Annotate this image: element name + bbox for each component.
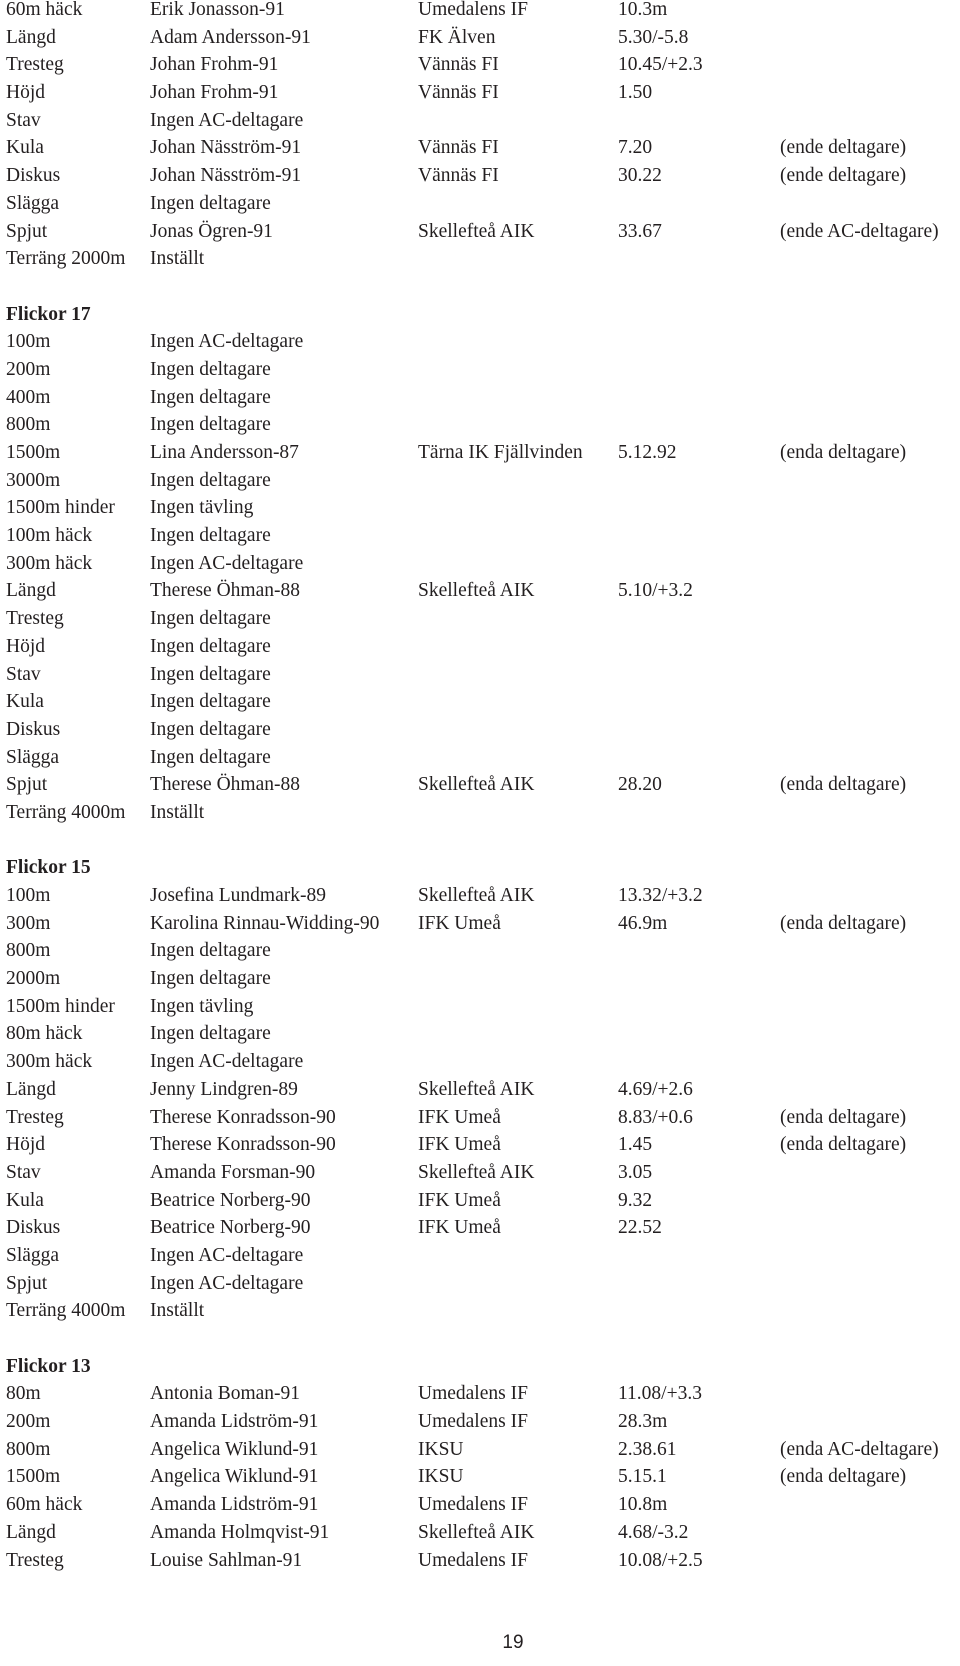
club-cell: IFK Umeå bbox=[418, 1106, 501, 1128]
result-row bbox=[6, 249, 956, 277]
result-row bbox=[6, 1384, 956, 1412]
result-row bbox=[6, 1440, 956, 1468]
event-cell: Terräng 4000m bbox=[6, 801, 126, 823]
club-cell: Umedalens IF bbox=[418, 1494, 528, 1516]
athlete-cell: Ingen tävling bbox=[150, 497, 254, 519]
result-cell: 4.69/+2.6 bbox=[618, 1078, 693, 1100]
club-cell: Skellefteå AIK bbox=[418, 885, 535, 906]
athlete-cell: Therese Konradsson-90 bbox=[150, 1106, 336, 1128]
event-cell: Slägga bbox=[6, 1244, 60, 1266]
athlete-cell: Ingen deltagare bbox=[150, 691, 271, 713]
result-row bbox=[6, 443, 956, 471]
athlete-cell: Ingen deltagare bbox=[150, 968, 271, 990]
event-cell: Terräng 4000m bbox=[6, 1300, 126, 1322]
result-cell: 10.45/+2.3 bbox=[618, 54, 703, 76]
section-gap bbox=[6, 277, 956, 305]
athlete-cell: Ingen AC-deltagare bbox=[150, 1272, 304, 1294]
result-row bbox=[6, 526, 956, 554]
athlete-cell: Adam Andersson-91 bbox=[150, 26, 311, 48]
result-row bbox=[6, 471, 956, 499]
event-cell: 800m bbox=[6, 940, 51, 962]
result-row bbox=[6, 55, 956, 83]
result-cell: 1.45 bbox=[618, 1134, 653, 1156]
event-cell: Slägga bbox=[6, 746, 60, 768]
event-cell: Höjd bbox=[6, 635, 45, 657]
event-cell: Höjd bbox=[6, 1134, 45, 1156]
club-cell: IFK Umeå bbox=[418, 912, 501, 934]
result-row bbox=[6, 1024, 956, 1052]
result-row bbox=[6, 498, 956, 526]
athlete-cell: Ingen deltagare bbox=[150, 635, 271, 657]
event-cell: Längd bbox=[6, 26, 56, 48]
event-cell: Tresteg bbox=[6, 54, 64, 76]
athlete-cell: Amanda Lidström-91 bbox=[150, 1411, 319, 1433]
athlete-cell: Therese Konradsson-90 bbox=[150, 1134, 336, 1156]
note-cell: (enda AC-deltagare) bbox=[780, 1438, 939, 1460]
athlete-cell: Ingen deltagare bbox=[150, 608, 271, 630]
event-cell: Diskus bbox=[6, 718, 61, 740]
result-row bbox=[6, 388, 956, 416]
club-cell: Skellefteå AIK bbox=[418, 220, 535, 242]
result-row bbox=[6, 1495, 956, 1523]
result-row bbox=[6, 1551, 956, 1579]
event-cell: Spjut bbox=[6, 220, 48, 242]
club-cell: FK Älven bbox=[418, 26, 496, 48]
result-row bbox=[6, 1246, 956, 1274]
event-cell: Tresteg bbox=[6, 1106, 64, 1128]
result-row bbox=[6, 1301, 956, 1329]
result-row bbox=[6, 222, 956, 250]
event-cell: 1500m bbox=[6, 442, 61, 463]
section-heading: Flickor 17 bbox=[6, 303, 91, 325]
club-cell: Tärna IK Fjällvinden bbox=[418, 442, 583, 463]
event-cell: Längd bbox=[6, 1078, 56, 1100]
athlete-cell: Ingen AC-deltagare bbox=[150, 331, 304, 353]
event-cell: Stav bbox=[6, 109, 41, 131]
athlete-cell: Beatrice Norberg-90 bbox=[150, 1189, 311, 1211]
athlete-cell: Ingen AC-deltagare bbox=[150, 552, 304, 574]
result-row bbox=[6, 194, 956, 222]
event-cell: 1500m bbox=[6, 1466, 61, 1488]
result-cell: 10.08/+2.5 bbox=[618, 1549, 703, 1571]
event-cell: 800m bbox=[6, 414, 51, 436]
result-cell: 5.15.1 bbox=[618, 1466, 667, 1488]
club-cell: Skellefteå AIK bbox=[418, 580, 535, 602]
result-cell: 13.32/+3.2 bbox=[618, 885, 703, 906]
event-cell: 80m bbox=[6, 1383, 41, 1405]
club-cell: Umedalens IF bbox=[418, 1549, 528, 1571]
club-cell: Vännäs FI bbox=[418, 82, 499, 104]
athlete-cell: Lina Andersson-87 bbox=[150, 442, 299, 463]
event-cell: 1500m hinder bbox=[6, 995, 115, 1017]
club-cell: Vännäs FI bbox=[418, 165, 499, 187]
result-row bbox=[6, 1135, 956, 1163]
athlete-cell: Ingen deltagare bbox=[150, 718, 271, 740]
athlete-cell: Ingen AC-deltagare bbox=[150, 1051, 304, 1073]
result-row bbox=[6, 332, 956, 360]
athlete-cell: Ingen deltagare bbox=[150, 386, 271, 408]
event-cell: 100m häck bbox=[6, 525, 93, 547]
event-cell: 200m bbox=[6, 1411, 51, 1433]
event-cell: Längd bbox=[6, 580, 56, 602]
event-cell: Spjut bbox=[6, 774, 48, 796]
note-cell: (ende deltagare) bbox=[780, 137, 907, 159]
result-row bbox=[6, 415, 956, 443]
club-cell: Skellefteå AIK bbox=[418, 1521, 535, 1543]
athlete-cell: Johan Frohm-91 bbox=[150, 54, 279, 76]
club-cell: IFK Umeå bbox=[418, 1189, 501, 1211]
result-cell: 2.38.61 bbox=[618, 1438, 677, 1460]
page-number: 19 bbox=[502, 1632, 524, 1653]
result-row bbox=[6, 997, 956, 1025]
result-row bbox=[6, 1467, 956, 1495]
note-cell: (enda deltagare) bbox=[780, 774, 907, 796]
club-cell: Umedalens IF bbox=[418, 1383, 528, 1405]
result-row bbox=[6, 803, 956, 831]
event-cell: 200m bbox=[6, 358, 51, 380]
event-cell: 80m häck bbox=[6, 1023, 83, 1045]
event-cell: Kula bbox=[6, 691, 44, 713]
event-cell: 2000m bbox=[6, 968, 61, 990]
note-cell: (ende AC-deltagare) bbox=[780, 220, 939, 242]
event-cell: 300m häck bbox=[6, 552, 93, 574]
result-cell: 7.20 bbox=[618, 137, 653, 159]
result-row bbox=[6, 1191, 956, 1219]
result-row bbox=[6, 720, 956, 748]
club-cell: Vännäs FI bbox=[418, 137, 499, 159]
athlete-cell: Karolina Rinnau-Widding-90 bbox=[150, 912, 380, 934]
section-heading: Flickor 13 bbox=[6, 1355, 91, 1377]
result-cell: 10.8m bbox=[618, 1494, 668, 1516]
result-cell: 33.67 bbox=[618, 220, 662, 242]
result-row bbox=[6, 1052, 956, 1080]
event-cell: Diskus bbox=[6, 1217, 61, 1239]
event-cell: 1500m hinder bbox=[6, 497, 115, 519]
club-cell: Vännäs FI bbox=[418, 54, 499, 76]
result-cell: 22.52 bbox=[618, 1217, 662, 1239]
result-cell: 5.10/+3.2 bbox=[618, 580, 693, 602]
result-cell: 1.50 bbox=[618, 82, 653, 104]
result-row bbox=[6, 1523, 956, 1551]
event-cell: Längd bbox=[6, 1521, 56, 1543]
athlete-cell: Josefina Lundmark-89 bbox=[150, 885, 326, 906]
result-row bbox=[6, 665, 956, 693]
event-cell: 60m häck bbox=[6, 0, 83, 20]
result-row bbox=[6, 1080, 956, 1108]
event-cell: 300m bbox=[6, 912, 51, 934]
result-row bbox=[6, 969, 956, 997]
result-row bbox=[6, 166, 956, 194]
result-cell: 10.3m bbox=[618, 0, 668, 20]
note-cell: (ende deltagare) bbox=[780, 165, 907, 187]
athlete-cell: Ingen deltagare bbox=[150, 358, 271, 380]
event-cell: Slägga bbox=[6, 192, 60, 214]
event-cell: Stav bbox=[6, 663, 41, 685]
result-cell: 28.20 bbox=[618, 774, 662, 796]
section-gap bbox=[6, 831, 956, 859]
athlete-cell: Louise Sahlman-91 bbox=[150, 1549, 303, 1571]
result-cell: 9.32 bbox=[618, 1189, 653, 1211]
result-row bbox=[6, 83, 956, 111]
result-row bbox=[6, 1412, 956, 1440]
event-cell: Kula bbox=[6, 1189, 44, 1211]
athlete-cell: Antonia Boman-91 bbox=[150, 1383, 301, 1405]
result-row bbox=[6, 914, 956, 942]
club-cell: IKSU bbox=[418, 1466, 464, 1488]
event-cell: Kula bbox=[6, 137, 44, 159]
club-cell: IFK Umeå bbox=[418, 1134, 501, 1156]
athlete-cell: Johan Näsström-91 bbox=[150, 165, 302, 187]
athlete-cell: Ingen tävling bbox=[150, 995, 254, 1017]
athlete-cell: Amanda Holmqvist-91 bbox=[150, 1521, 330, 1543]
note-cell: (enda deltagare) bbox=[780, 912, 907, 934]
athlete-cell: Ingen AC-deltagare bbox=[150, 109, 304, 131]
result-row bbox=[6, 111, 956, 139]
event-cell: 60m häck bbox=[6, 1494, 83, 1516]
event-cell: 300m häck bbox=[6, 1051, 93, 1073]
athlete-cell: Amanda Forsman-90 bbox=[150, 1161, 316, 1183]
club-cell: IKSU bbox=[418, 1438, 464, 1460]
result-cell: 11.08/+3.3 bbox=[618, 1383, 702, 1405]
club-cell: Umedalens IF bbox=[418, 1411, 528, 1433]
club-cell: Skellefteå AIK bbox=[418, 1161, 535, 1183]
athlete-cell: Ingen deltagare bbox=[150, 414, 271, 436]
event-cell: 800m bbox=[6, 1438, 51, 1460]
athlete-cell: Amanda Lidström-91 bbox=[150, 1494, 319, 1516]
result-cell: 4.68/-3.2 bbox=[618, 1521, 689, 1543]
event-cell: Stav bbox=[6, 1161, 41, 1183]
event-cell: Tresteg bbox=[6, 608, 64, 630]
athlete-cell: Therese Öhman-88 bbox=[150, 774, 300, 796]
athlete-cell: Ingen deltagare bbox=[150, 525, 271, 547]
athlete-cell: Inställt bbox=[150, 248, 205, 270]
athlete-cell: Ingen deltagare bbox=[150, 663, 271, 685]
note-cell: (enda deltagare) bbox=[780, 442, 907, 463]
result-row bbox=[6, 1274, 956, 1302]
section-gap bbox=[6, 1329, 956, 1357]
result-row bbox=[6, 1218, 956, 1246]
result-row bbox=[6, 692, 956, 720]
note-cell: (enda deltagare) bbox=[780, 1106, 907, 1128]
event-cell: 100m bbox=[6, 331, 51, 353]
result-cell: 28.3m bbox=[618, 1411, 668, 1433]
athlete-cell: Erik Jonasson-91 bbox=[150, 0, 285, 20]
athlete-cell: Ingen deltagare bbox=[150, 746, 271, 768]
event-cell: Diskus bbox=[6, 165, 61, 187]
result-row bbox=[6, 360, 956, 388]
event-cell: Tresteg bbox=[6, 1549, 64, 1571]
result-row bbox=[6, 554, 956, 582]
athlete-cell: Inställt bbox=[150, 801, 205, 823]
athlete-cell: Ingen deltagare bbox=[150, 940, 271, 962]
club-cell: IFK Umeå bbox=[418, 1217, 501, 1239]
result-row bbox=[6, 941, 956, 969]
event-cell: 3000m bbox=[6, 469, 61, 491]
result-cell: 5.12.92 bbox=[618, 442, 677, 463]
result-cell: 3.05 bbox=[618, 1161, 653, 1183]
result-cell: 5.30/-5.8 bbox=[618, 26, 689, 48]
athlete-cell: Johan Frohm-91 bbox=[150, 82, 279, 104]
club-cell: Umedalens IF bbox=[418, 0, 528, 20]
note-cell: (enda deltagare) bbox=[780, 1134, 907, 1156]
club-cell: Skellefteå AIK bbox=[418, 774, 535, 796]
note-cell: (enda deltagare) bbox=[780, 1466, 907, 1488]
athlete-cell: Jenny Lindgren-89 bbox=[150, 1078, 298, 1100]
athlete-cell: Angelica Wiklund-91 bbox=[150, 1466, 319, 1488]
event-cell: 100m bbox=[6, 885, 51, 906]
result-cell: 8.83/+0.6 bbox=[618, 1106, 693, 1128]
results-document bbox=[6, 0, 956, 1578]
athlete-cell: Jonas Ögren-91 bbox=[150, 220, 273, 242]
result-row bbox=[6, 886, 956, 914]
section-heading: Flickor 15 bbox=[6, 857, 91, 879]
result-row bbox=[6, 609, 956, 637]
event-cell: Höjd bbox=[6, 82, 45, 104]
event-cell: Terräng 2000m bbox=[6, 248, 126, 270]
result-row bbox=[6, 1163, 956, 1191]
result-row bbox=[6, 748, 956, 776]
result-row bbox=[6, 1108, 956, 1136]
result-cell: 30.22 bbox=[618, 165, 662, 187]
athlete-cell: Therese Öhman-88 bbox=[150, 580, 300, 602]
athlete-cell: Johan Näsström-91 bbox=[150, 137, 302, 159]
result-row bbox=[6, 138, 956, 166]
athlete-cell: Inställt bbox=[150, 1300, 205, 1322]
result-cell: 46.9m bbox=[618, 912, 668, 934]
athlete-cell: Ingen deltagare bbox=[150, 469, 271, 491]
result-row bbox=[6, 581, 956, 609]
athlete-cell: Angelica Wiklund-91 bbox=[150, 1438, 319, 1460]
result-row bbox=[6, 28, 956, 56]
event-cell: Spjut bbox=[6, 1272, 48, 1294]
athlete-cell: Ingen AC-deltagare bbox=[150, 1244, 304, 1266]
athlete-cell: Ingen deltagare bbox=[150, 192, 271, 214]
result-row bbox=[6, 0, 956, 28]
result-row bbox=[6, 637, 956, 665]
athlete-cell: Beatrice Norberg-90 bbox=[150, 1217, 311, 1239]
athlete-cell: Ingen deltagare bbox=[150, 1023, 271, 1045]
event-cell: 400m bbox=[6, 386, 51, 408]
result-row bbox=[6, 775, 956, 803]
club-cell: Skellefteå AIK bbox=[418, 1078, 535, 1100]
